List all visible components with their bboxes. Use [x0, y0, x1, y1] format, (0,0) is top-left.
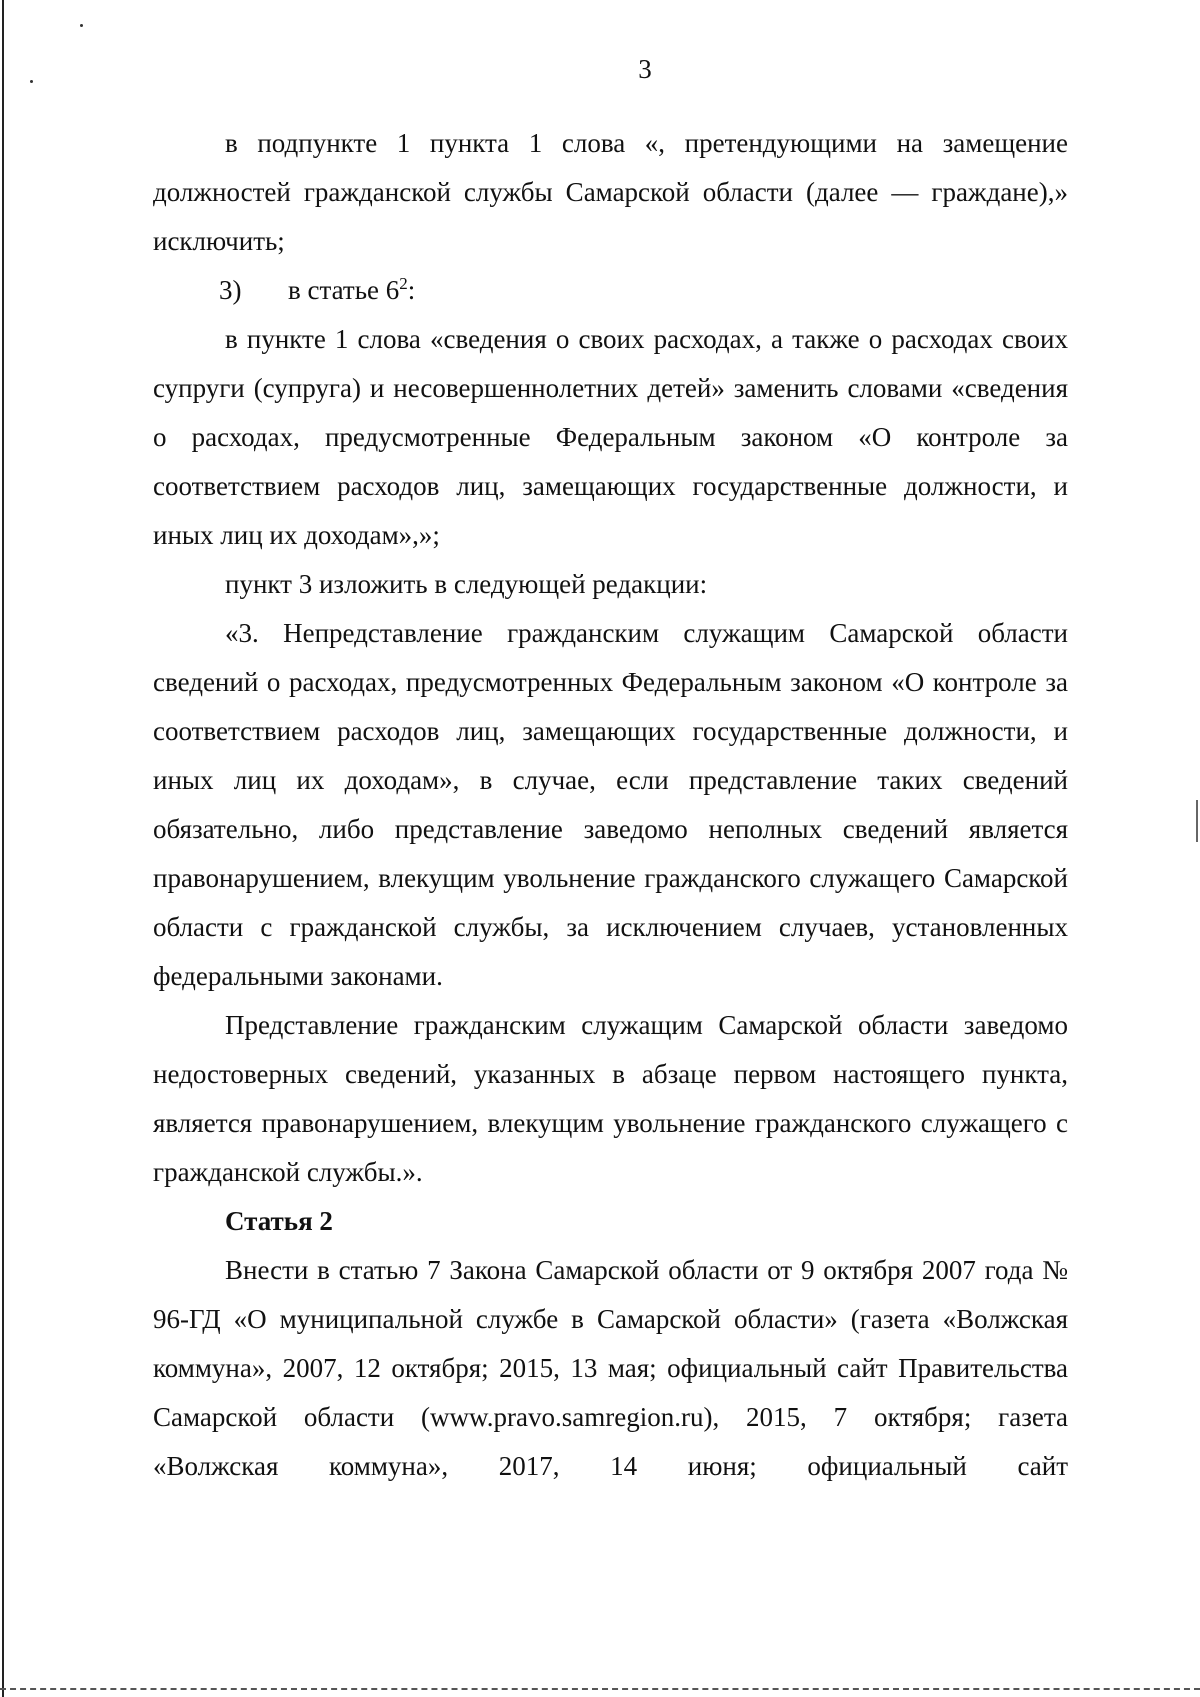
scan-edge-left: [2, 0, 4, 1697]
paragraph: «3. Непредставление гражданским служащим Самарской области сведений о расходах, предусмотренных Федеральным законом «О контроле за соответствием расходов лиц, замещающих государственные должности, и иных лиц их доходам», в случае, если представление таких сведений обязательно, либо представление заведомо неполных сведений является правонарушением, влекущим увольнение гражданского служащего Самарской области с гражданской службы, за исключением случаев, установленных федеральными законами.: [153, 618, 1068, 991]
list-item-text: в статье 6: [288, 275, 400, 305]
scan-mark-right: [1196, 800, 1198, 842]
paragraph: Внести в статью 7 Закона Самарской области от 9 октября 2007 года № 96-ГД «О муниципальной службе в Самарской области» (газета «Волжская коммуна», 2007, 12 октября; 2015, 13 мая; официальный сайт Правительства Самарской области (www.pravo.samregion.ru), 2015, 7 октября; газета «Волжская коммуна», 2017, 14 июня; официальный сайт: [153, 1255, 1068, 1481]
scan-speck: [80, 24, 83, 27]
list-item: [153, 266, 1068, 315]
article-heading: Статья 2: [225, 1206, 333, 1236]
document-body: [153, 119, 1068, 1491]
paragraph: в подпункте 1 пункта 1 слова «, претендующими на замещение должностей гражданской службы Самарской области (далее — граждане),» исключить;: [153, 128, 1068, 256]
list-item-colon: :: [407, 275, 416, 305]
paragraph: пункт 3 изложить в следующей редакции:: [225, 569, 708, 599]
superscript: 2: [399, 274, 408, 293]
paragraph: Представление гражданским служащим Самарской области заведомо недостоверных сведений, указанных в абзаце первом настоящего пункта, является правонарушением, влекущим увольнение гражданского служащего с гражданской службы.».: [153, 1010, 1068, 1187]
paragraph: в пункте 1 слова «сведения о своих расходах, а также о расходах своих супруги (супруга) и несовершеннолетних детей» заменить словами «сведения о расходах, предусмотренные Федеральным законом «О контроле за соответствием расходов лиц, замещающих государственные должности, и иных лиц их доходам»,»;: [153, 324, 1068, 550]
scan-edge-bottom: [0, 1688, 1200, 1690]
list-number: 3): [219, 275, 242, 305]
page-number: 3: [638, 54, 652, 84]
